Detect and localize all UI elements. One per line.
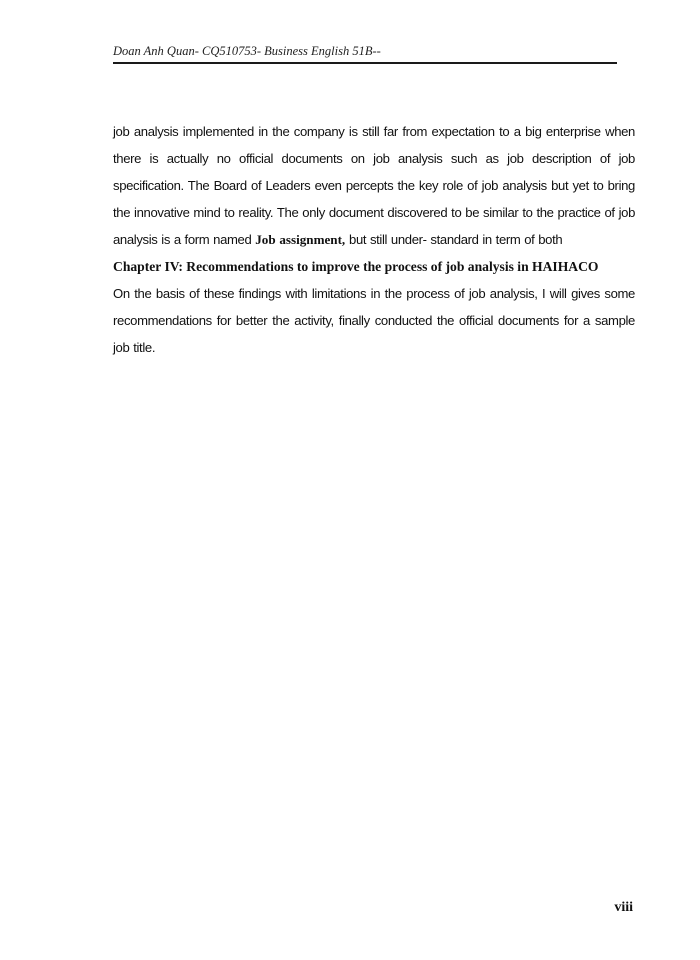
paragraph-1-text-after: but still under- standard in term of both [345, 232, 563, 247]
header-text: Doan Anh Quan- CQ510753- Business English 51B-- [113, 44, 381, 58]
paragraph-1-text-before: job analysis implemented in the company is still far from expectation to a big enterprise when there is actually no official documents on job analysis such as job description of job specification. The Board of Leaders even percepts the key role of job analysis but yet to bring the innovative mind to reality. The only document discovered to be similar to the practice of job analysis is a form named [113, 124, 635, 247]
page-number: viii [614, 900, 633, 915]
body-content [113, 118, 635, 361]
paragraph-recommendations: On the basis of these findings with limitations in the process of job analysis, I will gives some recommendations for better the activity, finally conducted the official documents for a sample job title. [113, 286, 635, 355]
page-header [113, 42, 617, 64]
paragraph-1-bold-term: Job assignment, [255, 232, 346, 247]
paragraph-job-analysis [113, 118, 635, 253]
chapter-heading: Chapter IV: Recommendations to improve the process of job analysis in HAIHACO [113, 259, 599, 274]
